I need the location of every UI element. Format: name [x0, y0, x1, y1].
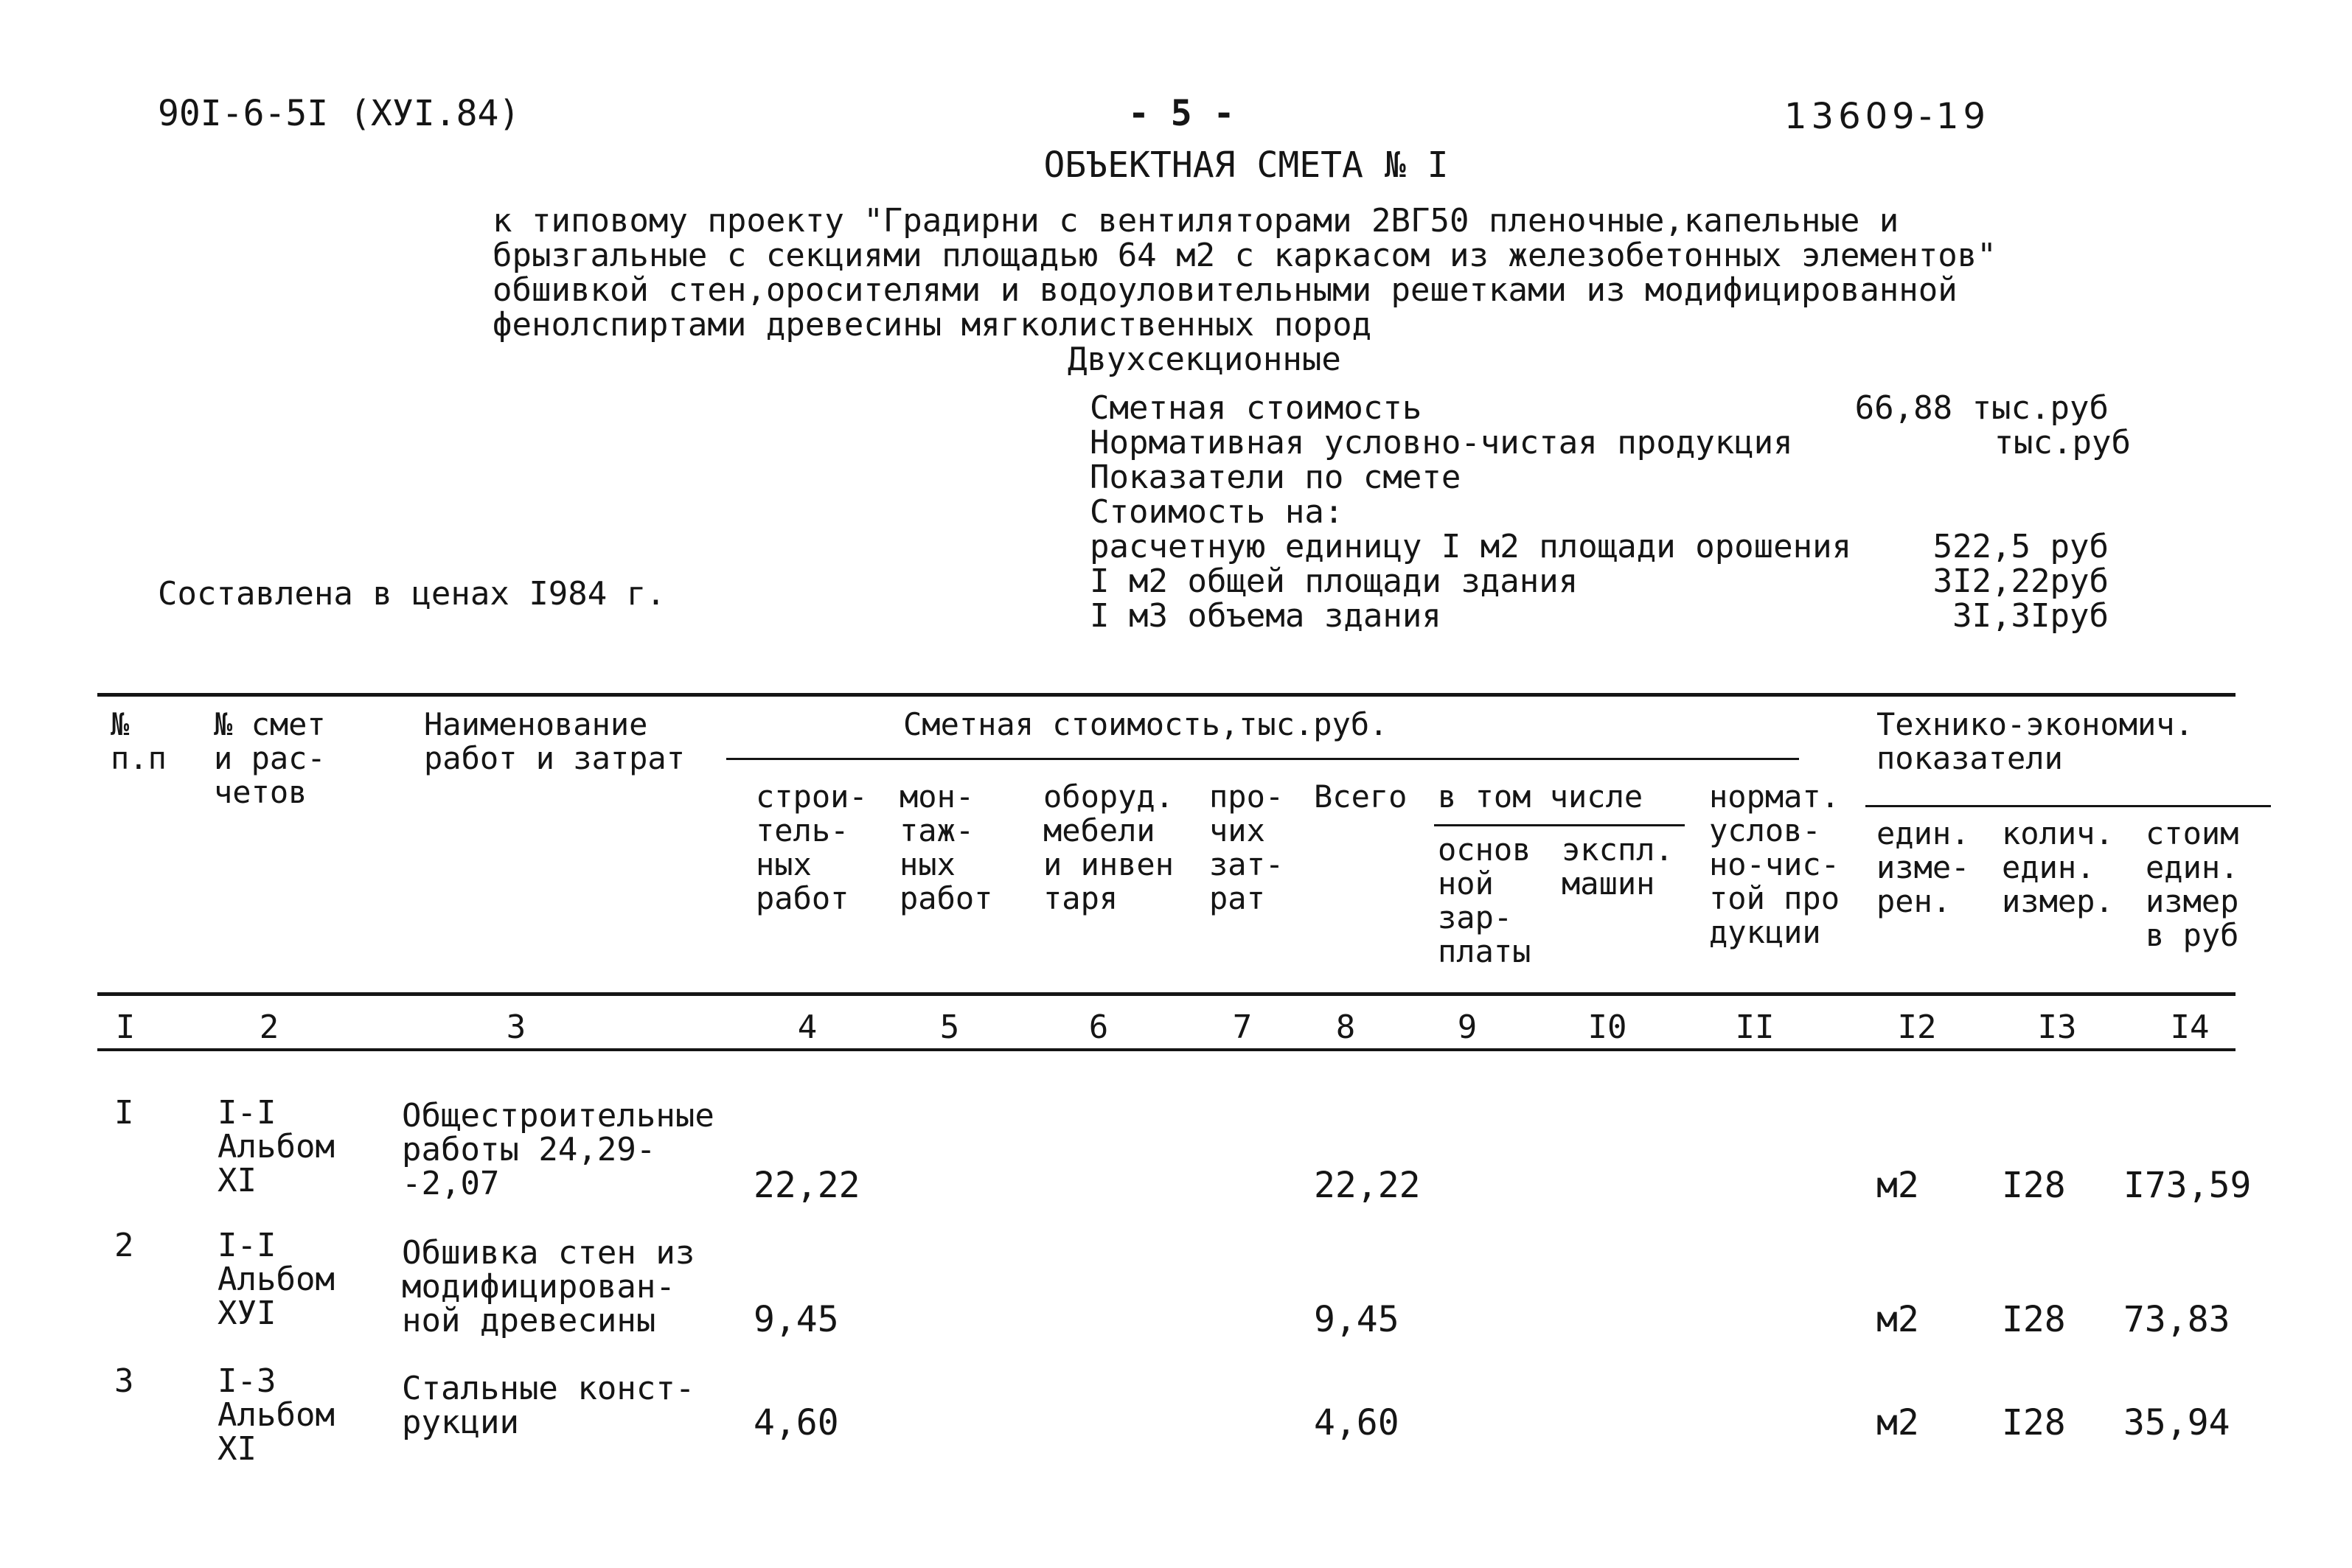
header-col7-line: рат: [1209, 880, 1265, 916]
header-col4-line: ных: [756, 846, 812, 882]
column-number: II: [1735, 1008, 1775, 1046]
row-ref-line: Альбом: [218, 1396, 335, 1434]
column-number: 4: [797, 1008, 818, 1046]
summary-normative-value: тыс.руб: [1994, 424, 2131, 461]
row-number: 3: [114, 1362, 134, 1400]
row-total: 9,45: [1314, 1299, 1399, 1340]
header-col14-line: един.: [2146, 849, 2239, 885]
header-incl-group: в том числе: [1438, 778, 1643, 815]
summary-per-m3-value: 3I,3Iруб: [1952, 597, 2109, 635]
header-tech-group-line: Технико-экономич.: [1876, 706, 2193, 742]
variant-label: Двухсекционные: [1068, 341, 1341, 378]
numbers-bottom-rule: [97, 1048, 2236, 1051]
row-name-line: работы 24,29-: [402, 1131, 656, 1168]
row-ref-line: I-I: [218, 1094, 276, 1132]
row-number: I: [114, 1094, 134, 1132]
header-col11-line: той про: [1709, 880, 1840, 916]
summary-cost-per-label: Стоимость на:: [1090, 493, 1344, 531]
header-col3-line: Наименование: [424, 706, 648, 742]
table-top-rule: [97, 693, 2236, 697]
header-col7-line: чих: [1209, 812, 1265, 849]
row-ref-line: I-3: [218, 1362, 276, 1400]
row-total: 22,22: [1314, 1165, 1421, 1206]
summary-per-unit-label: расчетную единицу I м2 площади орошения: [1090, 528, 1852, 565]
column-number: 6: [1088, 1008, 1109, 1046]
header-col10-line: машин: [1562, 865, 1655, 902]
row-name-line: модифицирован-: [402, 1268, 675, 1306]
header-col11-line: нормат.: [1709, 778, 1840, 815]
row-name-line: Общестроительные: [402, 1097, 714, 1135]
row-unit-cost: I73,59: [2123, 1165, 2252, 1206]
header-col8: Всего: [1314, 778, 1408, 815]
column-number: I3: [2037, 1008, 2077, 1046]
row-unit: м2: [1876, 1299, 1919, 1340]
header-col13-line: колич.: [2002, 815, 2114, 851]
summary-per-unit-value: 522,5 руб: [1932, 528, 2109, 565]
column-number: 2: [259, 1008, 279, 1046]
header-cost-group: Сметная стоимость,тыс.руб.: [903, 706, 1388, 742]
incl-group-rule: [1434, 824, 1685, 826]
row-name-line: Обшивка стен из: [402, 1234, 695, 1272]
header-col14-line: стоим: [2146, 815, 2239, 851]
row-name-line: -2,07: [402, 1165, 500, 1202]
row-ref-line: XI: [218, 1430, 257, 1468]
column-number: I: [115, 1008, 136, 1046]
summary-per-m3-label: I м3 объема здания: [1090, 597, 1441, 635]
summary-cost-label: Сметная стоимость: [1090, 389, 1422, 427]
summary-per-m2-label: I м2 общей площади здания: [1090, 562, 1579, 600]
estimate-title: ОБЪЕКТНАЯ СМЕТА № I: [1043, 144, 1449, 186]
header-col4-line: работ: [756, 880, 849, 916]
row-unit-cost: 73,83: [2123, 1299, 2230, 1340]
tech-group-rule: [1865, 805, 2271, 807]
header-col2-line: четов: [214, 774, 307, 810]
header-col6-line: таря: [1043, 880, 1118, 916]
header-col11-line: но-чис-: [1709, 846, 1840, 882]
cost-group-rule: [726, 758, 1799, 760]
row-build-cost: 22,22: [754, 1165, 860, 1206]
header-col4-line: строи-: [756, 778, 868, 815]
row-unit: м2: [1876, 1165, 1919, 1206]
row-ref-line: XI: [218, 1162, 257, 1199]
row-name-line: Стальные конст-: [402, 1370, 695, 1407]
row-quantity: I28: [2002, 1165, 2066, 1206]
row-name-line: рукции: [402, 1404, 519, 1441]
row-unit: м2: [1876, 1402, 1919, 1443]
header-col9-line: ной: [1438, 865, 1494, 902]
header-col10-line: экспл.: [1562, 832, 1674, 868]
header-tech-group-line: показатели: [1876, 740, 2063, 776]
column-number: I2: [1897, 1008, 1937, 1046]
header-col4-line: тель-: [756, 812, 849, 849]
page-number: - 5 -: [1128, 93, 1235, 134]
header-col5-line: работ: [900, 880, 993, 916]
header-col14-line: измер: [2146, 883, 2239, 919]
row-quantity: I28: [2002, 1402, 2066, 1443]
header-col1-line: п.п: [111, 740, 167, 776]
row-ref-line: Альбом: [218, 1261, 335, 1298]
header-col7-line: зат-: [1209, 846, 1284, 882]
column-number: 5: [939, 1008, 960, 1046]
summary-per-m2-value: 3I2,22руб: [1932, 562, 2109, 600]
row-ref-line: XУI: [218, 1295, 276, 1332]
row-build-cost: 4,60: [754, 1402, 839, 1443]
header-col5-line: таж-: [900, 812, 975, 849]
row-ref-line: Альбом: [218, 1128, 335, 1165]
header-col11-line: дукции: [1709, 914, 1821, 950]
header-col13-line: един.: [2002, 849, 2095, 885]
header-col6-line: оборуд.: [1043, 778, 1175, 815]
row-build-cost: 9,45: [754, 1299, 839, 1340]
header-col11-line: услов-: [1709, 812, 1821, 849]
header-col12-line: един.: [1876, 815, 1970, 851]
header-col3-line: работ и затрат: [424, 740, 686, 776]
column-number: 9: [1457, 1008, 1478, 1046]
row-ref-line: I-I: [218, 1227, 276, 1264]
header-col12-line: рен.: [1876, 883, 1952, 919]
header-col9-line: платы: [1438, 933, 1531, 969]
header-col9-line: зар-: [1438, 899, 1513, 935]
column-number: 7: [1232, 1008, 1253, 1046]
summary-cost-value: 66,88 тыс.руб: [1854, 389, 2109, 427]
row-quantity: I28: [2002, 1299, 2066, 1340]
header-col6-line: и инвен: [1043, 846, 1175, 882]
document-code: 90I-6-5I (XУI.84): [158, 93, 521, 134]
row-total: 4,60: [1314, 1402, 1399, 1443]
column-number: I4: [2170, 1008, 2210, 1046]
header-col6-line: мебели: [1043, 812, 1155, 849]
header-col2-line: № смет: [214, 706, 326, 742]
header-col5-line: мон-: [900, 778, 975, 815]
header-col5-line: ных: [900, 846, 956, 882]
subtitle-line: обшивкой стен,оросителями и водоуловительными решетками из модифицированной: [493, 271, 1958, 309]
subtitle-line: фенолспиртами древесины мягколиственных пород: [493, 306, 1372, 344]
subtitle-line: к типовому проекту "Градирни с вентиляторами 2ВГ50 пленочные,капельные и: [493, 202, 1899, 240]
summary-indicators-label: Показатели по смете: [1090, 459, 1461, 496]
prices-note: Составлена в ценах I984 г.: [158, 575, 666, 613]
row-number: 2: [114, 1227, 134, 1264]
header-bottom-rule: [97, 992, 2236, 996]
column-number: I0: [1587, 1008, 1627, 1046]
header-col12-line: изме-: [1876, 849, 1970, 885]
header-col7-line: про-: [1209, 778, 1284, 815]
header-col13-line: измер.: [2002, 883, 2114, 919]
subtitle-line: брызгальные с секциями площадью 64 м2 с каркасом из железобетонных элементов": [493, 237, 1997, 274]
header-col2-line: и рас-: [214, 740, 326, 776]
document-number: 13609-19: [1784, 96, 1991, 137]
column-number: 3: [506, 1008, 526, 1046]
header-col1-line: №: [111, 706, 130, 742]
header-col9-line: основ: [1438, 832, 1531, 868]
header-col14-line: в руб: [2146, 917, 2239, 953]
row-name-line: ной древесины: [402, 1302, 656, 1339]
summary-normative-label: Нормативная условно-чистая продукция: [1090, 424, 1793, 461]
column-number: 8: [1335, 1008, 1356, 1046]
row-unit-cost: 35,94: [2123, 1402, 2230, 1443]
